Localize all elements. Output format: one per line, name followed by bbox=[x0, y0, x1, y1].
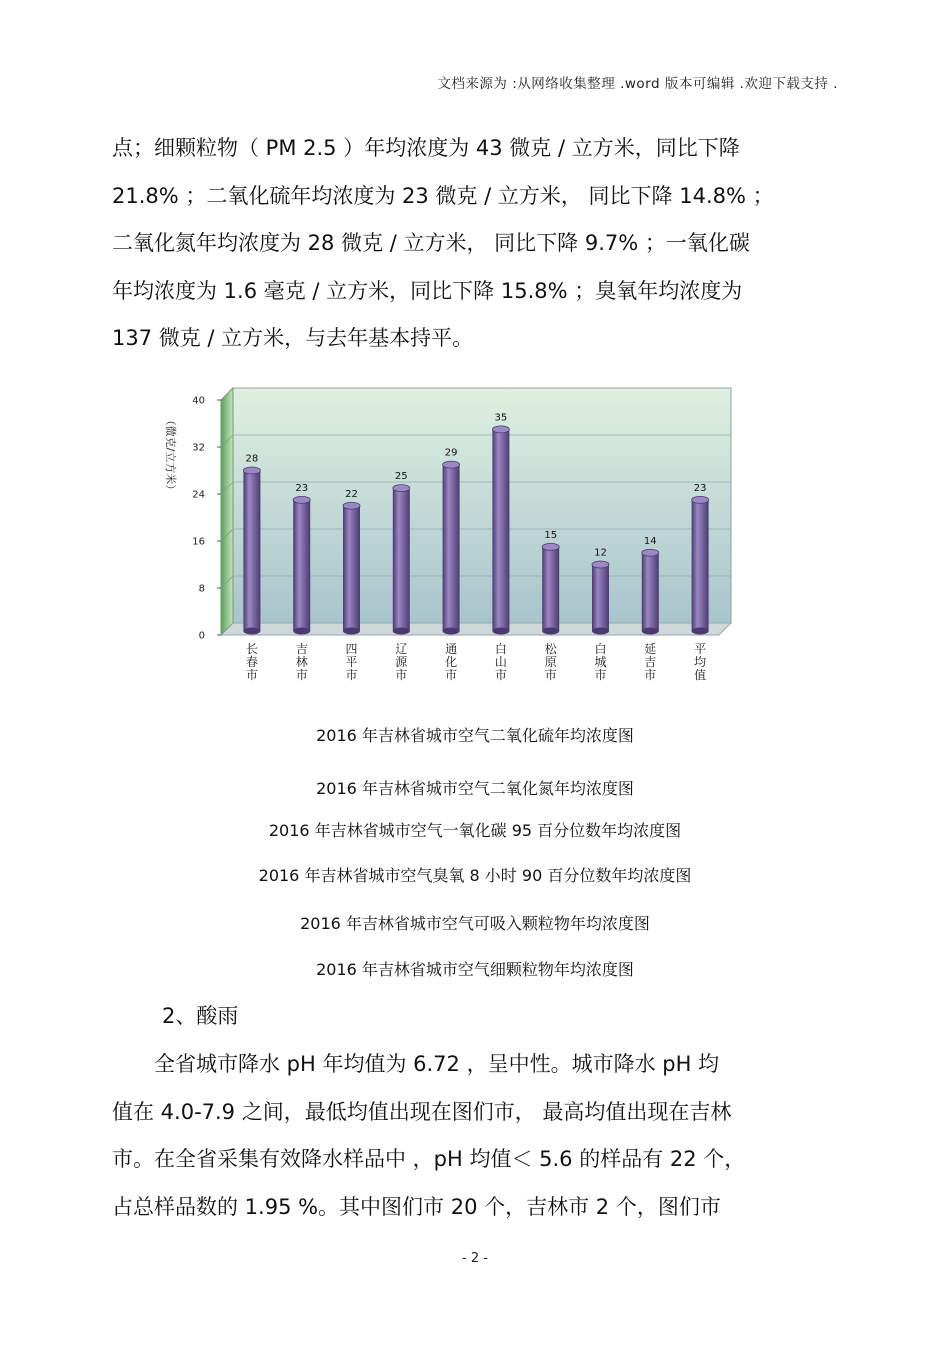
data-label: 14 bbox=[643, 535, 657, 547]
x-tick-label: 松原市 bbox=[544, 642, 557, 682]
y-tick-label: 0 bbox=[198, 630, 205, 642]
figure-caption: 2016 年吉林省城市空气臭氧 8 小时 90 百分位数年均浓度图 bbox=[258, 866, 692, 885]
text-line: 二氧化氮年均浓度为 28 微克 / 立方米， 同比下降 9.7% ；一氧化碳 bbox=[112, 231, 750, 255]
x-tick-label: 长春市 bbox=[245, 642, 258, 682]
city-concentration-bar-chart bbox=[145, 380, 756, 690]
y-tick-label: 8 bbox=[198, 583, 205, 595]
figure-caption: 2016 年吉林省城市空气可吸入颗粒物年均浓度图 bbox=[300, 914, 650, 933]
bar bbox=[542, 543, 559, 634]
x-tick-label: 白山市 bbox=[494, 642, 507, 682]
data-label: 12 bbox=[594, 547, 607, 559]
body-paragraph-pollutants bbox=[112, 125, 842, 363]
y-axis-label: （微克/立方米） bbox=[164, 414, 177, 496]
data-label: 15 bbox=[544, 529, 558, 541]
data-label: 25 bbox=[394, 471, 408, 483]
bar bbox=[393, 485, 410, 635]
x-tick-label: 吉林市 bbox=[295, 642, 308, 682]
figure-caption: 2016 年吉林省城市空气二氧化氮年均浓度图 bbox=[316, 779, 634, 798]
x-tick-label: 延吉市 bbox=[644, 642, 657, 682]
text-line: 137 微克 / 立方米，与去年基本持平。 bbox=[112, 326, 474, 350]
text-line: 21.8% ；二氧化硫年均浓度为 23 微克 / 立方米， 同比下降 14.8% ； bbox=[112, 183, 774, 208]
bar bbox=[293, 496, 310, 634]
section-heading: 2、酸雨 bbox=[162, 1004, 239, 1028]
page-header: 文档来源为 :从网络收集整理 .word 版本可编辑 .欢迎下载支持 . bbox=[437, 76, 838, 92]
x-tick-label: 白城市 bbox=[594, 642, 607, 682]
y-tick-label: 40 bbox=[192, 395, 205, 407]
data-label: 22 bbox=[345, 488, 358, 500]
text-line: 全省城市降水 pH 年均值为 6.72 ，呈中性。城市降水 pH 均 bbox=[112, 1052, 720, 1076]
x-axis bbox=[246, 641, 706, 682]
data-label: 35 bbox=[494, 412, 508, 424]
chart-svg bbox=[145, 380, 756, 690]
bar bbox=[642, 549, 659, 634]
plot-side-wall bbox=[221, 388, 233, 635]
bar bbox=[443, 461, 460, 634]
figure-caption: 2016 年吉林省城市空气二氧化硫年均浓度图 bbox=[316, 726, 634, 745]
text-line: 点；细颗粒物（ PM 2.5 ）年均浓度为 43 微克 / 立方米，同比下降 bbox=[112, 136, 740, 160]
x-tick-label: 辽源市 bbox=[395, 642, 408, 682]
bar bbox=[492, 426, 509, 635]
x-tick-label: 通化市 bbox=[445, 642, 458, 682]
page-number: - 2 - bbox=[462, 1251, 488, 1266]
figure-caption: 2016 年吉林省城市空气一氧化碳 95 百分位数年均浓度图 bbox=[268, 821, 682, 840]
text-line: 值在 4.0-7.9 之间，最低均值出现在图们市， 最高均值出现在吉林 bbox=[112, 1099, 732, 1124]
bar bbox=[692, 496, 709, 634]
text-line: 市。在全省采集有效降水样品中 ，pH 均值＜ 5.6 的样品有 22 个， bbox=[112, 1147, 746, 1171]
text-line: 占总样品数的 1.95 %。其中图们市 20 个，吉林市 2 个，图们市 bbox=[112, 1194, 721, 1219]
y-tick-label: 32 bbox=[192, 442, 205, 454]
bar bbox=[343, 502, 360, 634]
bar bbox=[243, 467, 260, 635]
y-tick-label: 16 bbox=[192, 536, 205, 548]
y-tick-label: 24 bbox=[192, 489, 205, 501]
data-label: 29 bbox=[444, 447, 458, 459]
x-tick-label: 四平市 bbox=[345, 642, 358, 682]
y-axis bbox=[192, 396, 221, 642]
bar bbox=[592, 561, 609, 635]
data-label: 28 bbox=[245, 453, 259, 465]
data-label: 23 bbox=[693, 482, 707, 494]
body-paragraph-acid-rain bbox=[112, 1041, 842, 1231]
data-label: 23 bbox=[295, 482, 309, 494]
figure-caption: 2016 年吉林省城市空气细颗粒物年均浓度图 bbox=[316, 960, 634, 979]
x-tick-label: 平均值 bbox=[694, 642, 707, 682]
text-line: 年均浓度为 1.6 毫克 / 立方米，同比下降 15.8% ；臭氧年均浓度为 bbox=[112, 278, 743, 303]
